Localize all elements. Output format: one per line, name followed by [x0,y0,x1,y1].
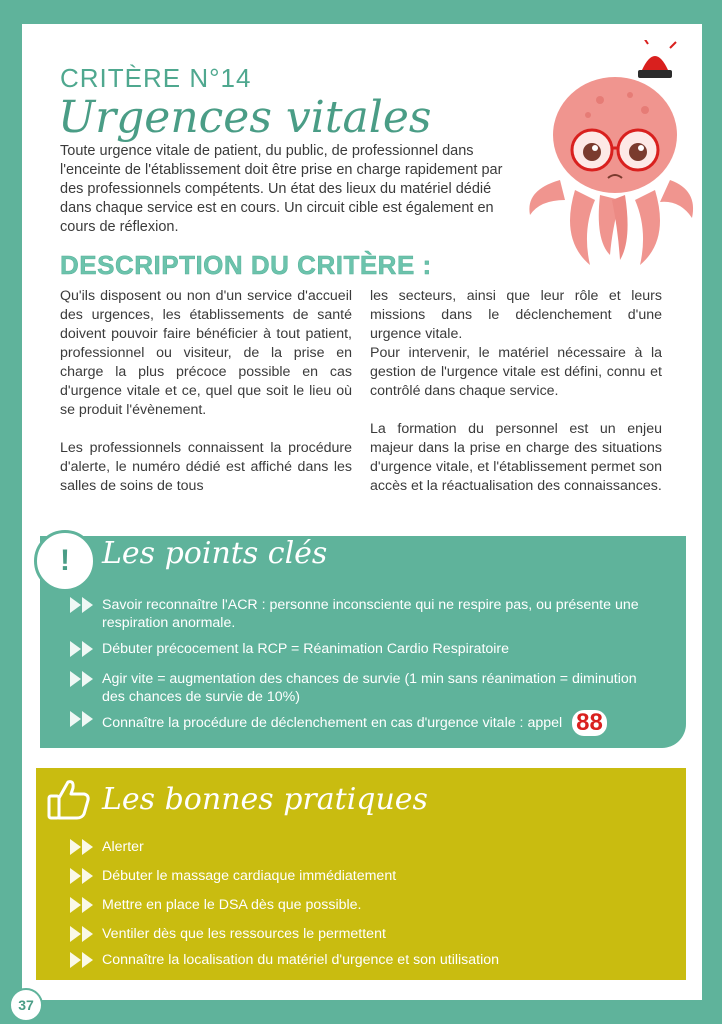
key-points-list [70,596,660,736]
good-practices-list [70,838,660,969]
description-column-right [370,287,662,515]
page-title: Urgences vitales [58,92,432,143]
section-heading: DESCRIPTION DU CRITÈRE : [60,250,432,280]
octopus-mascot-icon [520,40,700,280]
key-points-panel [40,536,686,748]
good-practices-panel [36,768,686,980]
double-arrow-icon [70,926,96,942]
double-arrow-icon [70,839,96,855]
page-number: 37 [9,988,43,1022]
list-item: Alerter [70,838,660,856]
double-arrow-icon [70,868,96,884]
list-item: Ventiler dès que les ressources le permettent [70,925,660,943]
list-item: Débuter le massage cardiaque immédiatement [70,867,660,885]
description-paragraph: Les professionnels connaissent la procédure d'alerte, le numéro dédié est affiché dans les salles de soins de tous [60,440,352,494]
list-item: Débuter précocement la RCP = Réanimation Cardio Respiratoire [70,640,660,658]
list-item: Connaître la localisation du matériel d'urgence et son utilisation [70,951,660,969]
double-arrow-icon [70,671,96,687]
key-points-title: Les points clés [102,536,328,571]
criterion-number: CRITÈRE N°14 [60,63,252,93]
list-item: Mettre en place le DSA dès que possible. [70,896,660,914]
list-item: Savoir reconnaître l'ACR : personne inconsciente qui ne respire pas, ou présente une respiration anormale. [70,596,660,632]
list-item: Connaître la procédure de déclenchement en cas d'urgence vitale : appel 88 [70,710,660,736]
description-paragraph: les secteurs, ainsi que leur rôle et leurs missions dans le déclenchement d'une urgence vitale. Pour intervenir, le matériel nécessaire à la gestion de l'urgence vitale est défini, connu et contrôlé dans chaque service. [370,288,662,399]
intro-paragraph: Toute urgence vitale de patient, du public, de professionnel dans l'enceinte de l'établissement doit être prise en charge rapidement par des professionnels compétents. Un état des lieux du matériel dédié dans chaque service est en cours. Un circuit cible est également en cours de réflexion. [60,143,503,235]
description-column-left [60,287,352,515]
double-arrow-icon [70,641,96,657]
double-arrow-icon [70,952,96,968]
double-arrow-icon [70,711,96,727]
description-paragraph: Qu'ils disposent ou non d'un service d'accueil des urgences, les établissements de santé doivent pouvoir faire bénéficier à tout patient, professionnel ou visiteur, de la prise en charge la plus précoce possible en cas d'urgence vitale et ce, quel que soit le lieu où se produit l'évènement. [60,288,352,418]
double-arrow-icon [70,597,96,613]
good-practices-title: Les bonnes pratiques [102,782,428,817]
emergency-number-badge: 88 [572,710,607,736]
double-arrow-icon [70,897,96,913]
list-item: Agir vite = augmentation des chances de survie (1 min sans réanimation = diminution des chances de survie de 10%) [70,670,660,706]
thumbs-up-icon [46,776,92,822]
exclamation-icon: ! [34,530,96,592]
description-paragraph: La formation du personnel est un enjeu majeur dans la prise en charge des situations d'urgence vitale, et l'établissement permet son accès et la réactualisation des connaissances. [370,421,662,494]
